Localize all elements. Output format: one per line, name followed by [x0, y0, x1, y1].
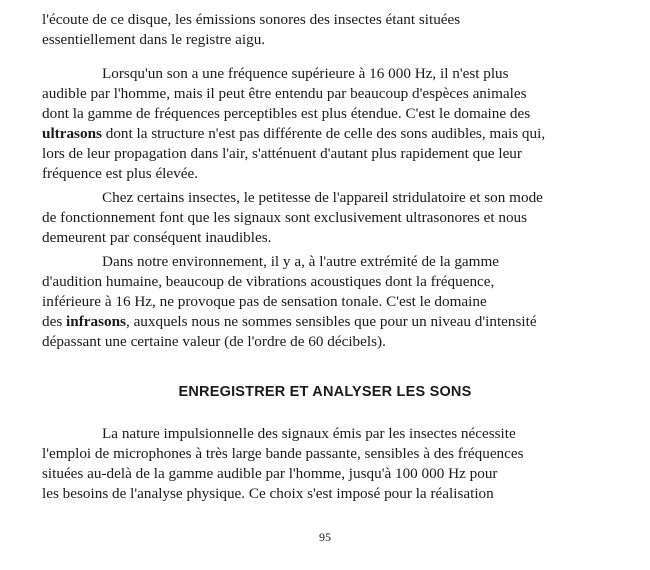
- text-line: [42, 312, 642, 332]
- text-line: l'écoute de ce disque, les émissions sonores des insectes étant situées: [42, 11, 461, 28]
- text-span: des: [42, 313, 67, 330]
- text-line: Chez certains insectes, le petitesse de l'appareil stridulatoire et son mode: [102, 189, 543, 206]
- text-line: fréquence est plus élevée.: [42, 165, 199, 182]
- term-infrasons: infrasons: [66, 313, 126, 330]
- text-line: demeurent par conséquent inaudibles.: [42, 229, 272, 246]
- term-ultrasons: ultrasons: [42, 125, 102, 142]
- text-line: de fonctionnement font que les signaux sont exclusivement ultrasonores et nous: [42, 209, 528, 226]
- text-line: dépassant une certaine valeur (de l'ordre de 60 décibels).: [42, 333, 386, 350]
- text-span: , auxquels nous ne sommes sensibles que pour un niveau d'intensité: [125, 313, 537, 330]
- text-line: La nature impulsionnelle des signaux émis par les insectes nécessite: [102, 425, 516, 442]
- text-line: inférieure à 16 Hz, ne provoque pas de sensation tonale. C'est le domaine: [42, 293, 487, 310]
- text-line: audible par l'homme, mais il peut être entendu par beaucoup d'espèces animales: [42, 85, 527, 102]
- text-line: lors de leur propagation dans l'air, s'atténuent d'autant plus rapidement que leur: [42, 145, 522, 162]
- text-line: [42, 124, 642, 144]
- page-number: 95: [319, 530, 331, 544]
- text-line: dont la gamme de fréquences perceptibles est plus étendue. C'est le domaine des: [42, 105, 531, 122]
- text-span: dont la structure n'est pas différente de celle des sons audibles, mais qui,: [101, 125, 546, 142]
- text-line: essentiellement dans le registre aigu.: [42, 31, 266, 48]
- text-line: Dans notre environnement, il y a, à l'autre extrémité de la gamme: [102, 253, 500, 270]
- section-heading: ENREGISTRER ET ANALYSER LES SONS: [178, 384, 472, 400]
- text-line: les besoins de l'analyse physique. Ce choix s'est imposé pour la réalisation: [42, 485, 494, 502]
- text-line: l'emploi de microphones à très large bande passante, sensibles à des fréquences: [42, 445, 524, 462]
- text-line: d'audition humaine, beaucoup de vibrations acoustiques dont la fréquence,: [42, 273, 495, 290]
- text-line: Lorsqu'un son a une fréquence supérieure à 16 000 Hz, il n'est plus: [102, 65, 509, 82]
- text-line: situées au-delà de la gamme audible par l'homme, jusqu'à 100 000 Hz pour: [42, 465, 498, 482]
